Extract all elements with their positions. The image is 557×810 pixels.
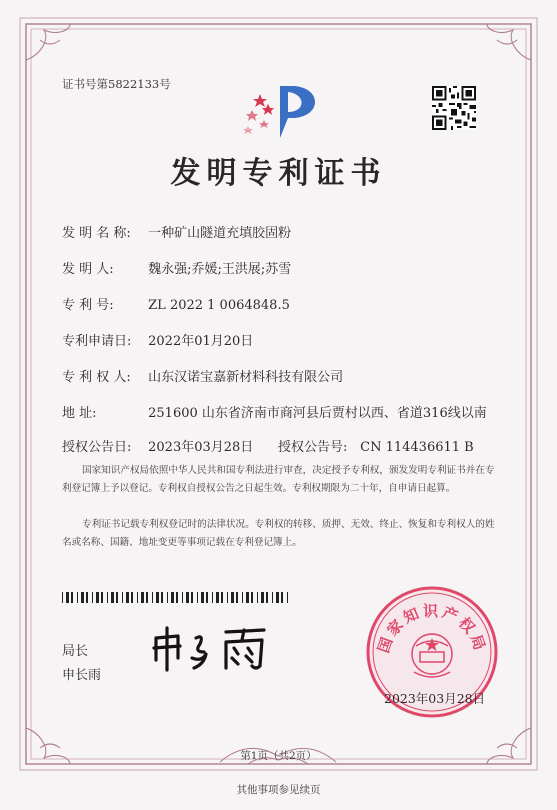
legal-status-note: 专利证书记载专利权登记时的法律状况。专利权的转移、质押、无效、终止、恢复和专利权人的姓名或名称、国籍、地址变更等事项记载在专利登记簿上。	[62, 519, 495, 548]
announce-date-label: 授权公告日:	[62, 440, 132, 455]
signer-title: 局长	[62, 644, 89, 659]
patent-number-value: ZL 2022 1 0064848.5	[148, 298, 290, 313]
grant-statement: 国家知识产权局依照中华人民共和国专利法进行审查，决定授予专利权，颁发发明专利证书并在专利登记簿上予以登记。专利权自授权公告之日起生效。专利权期限为二十年，自申请日起算。	[62, 465, 495, 494]
seal-date: 2023年03月28日	[384, 691, 486, 706]
announce-number-row	[278, 436, 474, 455]
svg-text:国家知识产权局: 国家知识产权局	[374, 602, 490, 656]
announce-number-label: 授权公告号:	[278, 440, 348, 455]
invention-name-value: 一种矿山隧道充填胶固粉	[148, 226, 292, 241]
filing-date-row	[62, 330, 253, 349]
patent-number-row	[62, 294, 290, 313]
announce-number-value: CN 114436611 B	[360, 440, 474, 455]
logo-icon	[236, 82, 326, 142]
address-row	[62, 402, 487, 421]
filing-date-value: 2022年01月20日	[148, 334, 254, 349]
certificate-title: 发明专利证书	[170, 156, 387, 191]
announce-date-row	[62, 436, 253, 455]
signature-icon	[148, 624, 278, 674]
qr-code-icon	[432, 86, 476, 130]
address-value: 251600 山东省济南市商河县后贾村以西、省道316线以南	[148, 406, 487, 421]
page-info: 第1页（共2页）	[240, 750, 317, 762]
barcode-icon	[62, 592, 292, 603]
patentee-row	[62, 366, 343, 385]
filing-date-label: 专利申请日:	[62, 334, 132, 349]
inventor-row	[62, 258, 291, 277]
invention-name-row	[62, 222, 291, 241]
signer-name: 申长雨	[62, 668, 102, 683]
announce-date-value: 2023年03月28日	[148, 440, 254, 455]
patentee-label: 专 利 权 人:	[62, 370, 131, 385]
inventor-value: 魏永强;乔媛;王洪展;苏雪	[148, 262, 292, 277]
patent-number-label: 专 利 号:	[62, 298, 114, 313]
footer-note: 其他事项参见续页	[236, 784, 321, 796]
inventor-label: 发 明 人:	[62, 262, 114, 277]
certificate-number: 证书号第5822133号	[62, 77, 171, 91]
invention-name-label: 发 明 名 称:	[62, 226, 131, 241]
patentee-value: 山东汉诺宝嘉新材料科技有限公司	[148, 370, 344, 385]
address-label: 地 址:	[62, 406, 97, 421]
